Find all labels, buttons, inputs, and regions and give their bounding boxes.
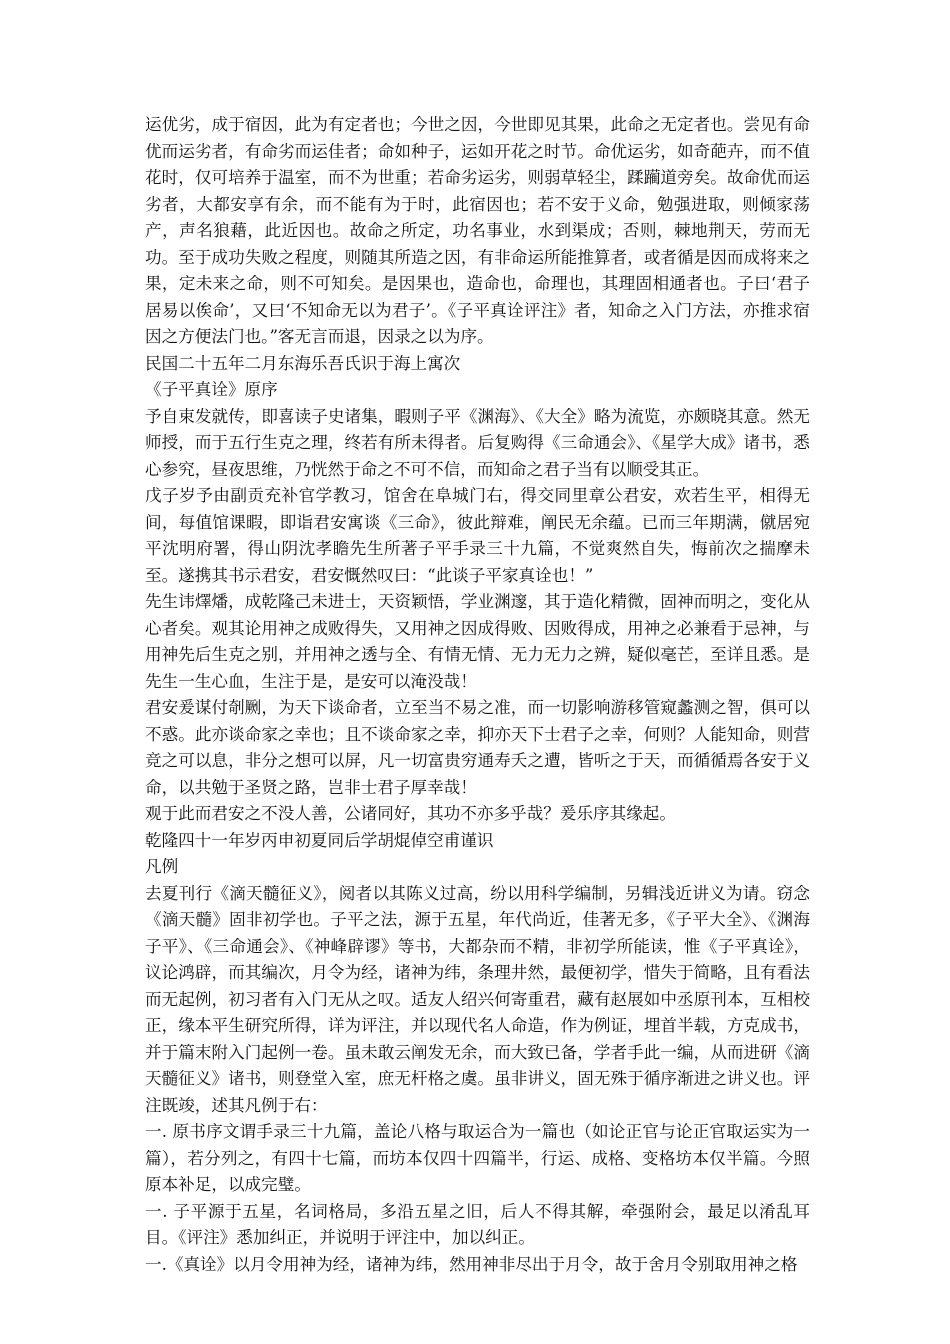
section-heading-original-preface: 《子平真诠》原序	[145, 380, 278, 399]
original-preface-signature: 乾隆四十一年岁丙申初夏同后学胡焜倬空甫谨识	[145, 830, 494, 850]
paragraph-original-preface-5: 观于此而君安之不没人善，公诸同好，其功不亦多乎哉？爰乐序其缘起。	[145, 804, 676, 823]
convention-item-2: 一. 子平源于五星，名词格局，多沿五星之旧，后人不得其解，牵强附会，最足以淆乱耳目。《评注》悉加纠正，并说明于评注中，加以纠正。	[145, 1201, 810, 1247]
convention-item-3: 一.《真诠》以月令用神为经，诸神为纬，然用神非尽出于月令，故于舍月令别取用神之格	[145, 1254, 798, 1274]
section-heading-conventions: 凡例	[145, 857, 179, 876]
paragraph-preface-end: 运优劣，成于宿因，此为有定者也；今世之因，今世即见其果，此命之无定者也。尝见有命优而运劣者，有命劣而运佳者；命如种子，运如开花之时节。命优运劣，如奇葩卉，而不值花时，仅可培养于温室，而不为世重；若命劣运劣，则弱草轻尘，蹂躏道旁矣。故命优而运劣者，大都安享有余，而不能有为于时，此宿因也；若不安于义命，勉强进取，则倾家荡产，声名狼藉，此近因也。故命之所定，功名事业，水到渠成；否则，棘地荆天，劳而无功。至于成功失败之程度，则随其所造之因，有非命运所能推算者，或者循是因而成将来之果，定未来之命，则不可知矣。是因果也，造命也，命理也，其理固相通者也。子曰‘君子居易以俟命’，又曰‘不知命无以为君子’。《子平真诠评注》者，知命之入门方法，亦推求宿因之方便法门也。”客无言而退，因录之以为序。	[145, 115, 810, 346]
preface-signature: 民国二十五年二月东海乐吾氏识于海上寓次	[145, 353, 461, 373]
paragraph-original-preface-2: 戊子岁予由副贡充补官学教习，馆舍在阜城门右，得交同里章公君安，欢若生平，相得无间，每值馆课暇，即诣君安寓谈《三命》，彼此辩难，阐民无余蕴。已而三年期满，僦居宛平沈明府署，得山阴沈孝瞻先生所著子平手录三十九篇，不觉爽然自失，悔前次之揣摩未至。遂携其书示君安，君安慨然叹曰：“此谈子平家真诠也！”	[145, 486, 810, 585]
paragraph-original-preface-4: 君安爰谋付剞劂，为天下谈命者，立至当不易之准，而一切影响游移管窥蠡测之智，俱可以不惑。此亦谈命家之幸也；且不谈命家之幸，抑亦天下士君子之幸，何则？人能知命，则营竞之可以息，非分之想可以屏，凡一切富贵穷通寿夭之遭，皆听之于天，而循循焉各安于义命，以共勉于圣贤之路，岂非士君子厚幸哉！	[145, 698, 810, 797]
paragraph-original-preface-3: 先生讳燡燔，成乾隆己未进士，天资颖悟，学业渊邃，其于造化精微，固神而明之，变化从心者矣。观其论用神之成败得失，又用神之因成得败、因败得成，用神之必兼看于忌神，与用神先后生克之别，并用神之透与全、有情无情、无力无力之辨，疑似毫芒，至详且悉。是先生一生心血，生注于是，是安可以淹没哉！	[145, 592, 810, 691]
paragraph-original-preface-1: 予自束发就传，即喜读子史诸集，暇则子平《渊海》、《大全》略为流览，亦颇晓其意。然无师授，而于五行生克之理，终若有所未得者。后复购得《三命通会》、《星学大成》诸书，悉心参究，昼夜思维，乃恍然于命之不可不信，而知命之君子当有以顺受其正。	[145, 406, 810, 479]
paragraph-conventions-intro: 去夏刊行《滴天髓征义》，阅者以其陈义过高，纷以用科学编制，另辑浅近讲义为请。窃念《滴天髓》固非初学也。子平之法，源于五星，年代尚近，佳著无多，《子平大全》、《渊海子平》、《三命通会》、《神峰辟谬》等书，大都杂而不精，非初学所能读，惟《子平真诠》，议论鸿辟，而其编次，月令为经，诸神为纬，条理井然，最便初学，惜失于简略，且有看法而无起例，初习者有入门无从之叹。适友人绍兴何寄重君，藏有赵展如中丞原刊本，互相校正，缘本平生研究所得，详为评注，并以现代名人命造，作为例证，埋首半载，方克成书，并于篇末附入门起例一卷。虽未敢云阐发无余，而大致已备，学者手此一编，从而进研《滴天髓征义》诸书，则登堂入室，庶无杆格之虞。虽非讲义，固无殊于循序渐进之讲义也。评注既竣，述其凡例于右：	[145, 883, 810, 1115]
convention-item-1: 一. 原书序文谓手录三十九篇，盖论八格与取运合为一篇也（如论正官与论正官取运实为一篇），若分列之，有四十七篇，而坊本仅四十四篇半，行运、成格、变格坊本仅半篇。今照原本补足，以成完璧。	[145, 1122, 810, 1194]
document-page	[145, 112, 810, 1278]
